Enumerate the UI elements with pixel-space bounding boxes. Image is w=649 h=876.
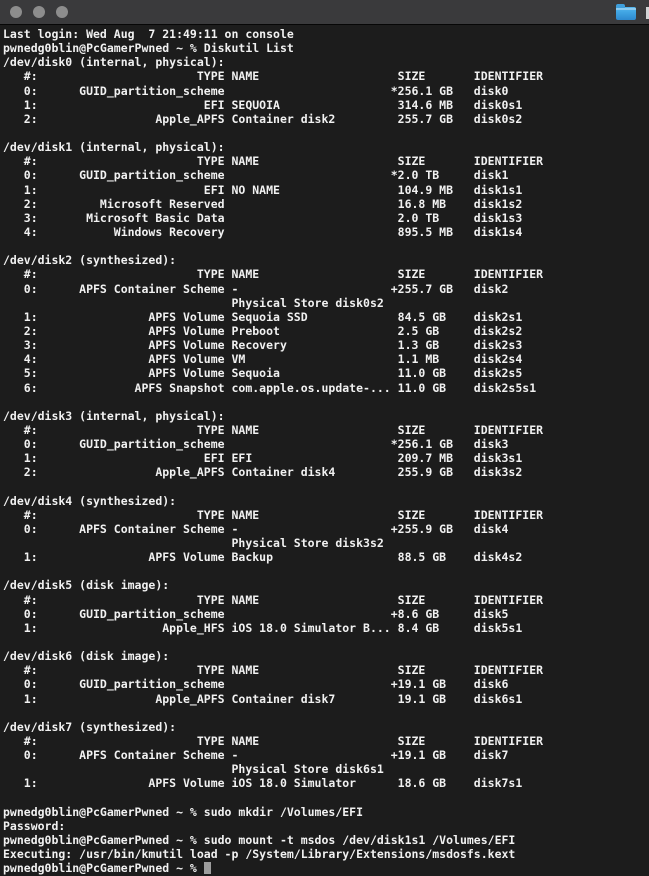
terminal-line: Password: <box>3 818 66 833</box>
terminal-line: /dev/disk2 (synthesized): <box>3 253 177 268</box>
terminal-line: 0: GUID_partition_scheme +19.1 GB disk6 <box>3 677 509 692</box>
terminal-line: 2: Apple_APFS Container disk2 255.7 GB disk0s2 <box>3 111 523 126</box>
terminal-line: 1: EFI NO NAME 104.9 MB disk1s1 <box>3 182 523 197</box>
zoom-button[interactable] <box>56 6 68 18</box>
terminal-line: Executing: /usr/bin/kmutil load -p /System/Library/Extensions/msdosfs.kext <box>3 847 516 862</box>
terminal-line: pwnedg0blin@PcGamerPwned ~ % sudo mount -t msdos /dev/disk1s1 /Volumes/EFI <box>3 833 516 848</box>
terminal-line: Physical Store disk0s2 <box>3 295 384 310</box>
terminal-line: /dev/disk4 (synthesized): <box>3 493 177 508</box>
terminal-line: 1: EFI EFI 209.7 MB disk3s1 <box>3 451 523 466</box>
terminal-line: 6: APFS Snapshot com.apple.os.update-... 11.0 GB disk2s5s1 <box>3 380 537 395</box>
terminal-line: #: TYPE NAME SIZE IDENTIFIER <box>3 734 544 749</box>
terminal-line: 4: APFS Volume VM 1.1 MB disk2s4 <box>3 352 523 367</box>
terminal-line: 0: GUID_partition_scheme *256.1 GB disk0 <box>3 83 509 98</box>
terminal-line: 1: APFS Volume Sequoia SSD 84.5 GB disk2s1 <box>3 309 523 324</box>
terminal-line: 0: APFS Container Scheme - +19.1 GB disk7 <box>3 748 509 763</box>
terminal-line: /dev/disk7 (synthesized): <box>3 719 177 734</box>
terminal-line: 5: APFS Volume Sequoia 11.0 GB disk2s5 <box>3 366 523 381</box>
titlebar[interactable] <box>0 0 649 25</box>
terminal-line: pwnedg0blin@PcGamerPwned ~ % sudo mkdir /Volumes/EFI <box>3 804 364 819</box>
terminal-line: 2: APFS Volume Preboot 2.5 GB disk2s2 <box>3 323 523 338</box>
terminal-line: 1: APFS Volume iOS 18.0 Simulator 18.6 GB disk7s1 <box>3 776 523 791</box>
terminal-line: #: TYPE NAME SIZE IDENTIFIER <box>3 267 544 282</box>
terminal-line: #: TYPE NAME SIZE IDENTIFIER <box>3 592 544 607</box>
terminal-line: #: TYPE NAME SIZE IDENTIFIER <box>3 154 544 169</box>
terminal-line: Last login: Wed Aug 7 21:49:11 on console <box>3 27 294 41</box>
terminal-line: 1: Apple_HFS iOS 18.0 Simulator B... 8.4 GB disk5s1 <box>3 620 523 635</box>
terminal-line: #: TYPE NAME SIZE IDENTIFIER <box>3 663 544 678</box>
terminal-line: /dev/disk5 (disk image): <box>3 578 170 593</box>
terminal-line: #: TYPE NAME SIZE IDENTIFIER <box>3 507 544 522</box>
terminal-line: 0: GUID_partition_scheme *256.1 GB disk3 <box>3 437 509 452</box>
terminal-line: pwnedg0blin@PcGamerPwned ~ % Diskutil List <box>3 41 294 56</box>
terminal-line: 3: APFS Volume Recovery 1.3 GB disk2s3 <box>3 338 523 353</box>
terminal-line: 0: APFS Container Scheme - +255.9 GB disk4 <box>3 521 509 536</box>
folder-icon[interactable] <box>616 7 636 20</box>
terminal-line: #: TYPE NAME SIZE IDENTIFIER <box>3 69 544 84</box>
minimize-button[interactable] <box>33 6 45 18</box>
terminal-line <box>3 480 649 494</box>
terminal-line: 1: APFS Volume Backup 88.5 GB disk4s2 <box>3 550 523 565</box>
terminal-line <box>3 395 649 409</box>
terminal-line: 2: Microsoft Reserved 16.8 MB disk1s2 <box>3 196 523 211</box>
terminal-line <box>3 706 649 720</box>
terminal-lines <box>3 27 649 861</box>
terminal-line: 0: GUID_partition_scheme *2.0 TB disk1 <box>3 168 509 183</box>
terminal-line: /dev/disk1 (internal, physical): <box>3 140 225 155</box>
terminal-line: Physical Store disk3s2 <box>3 536 384 551</box>
text-cursor <box>204 862 211 874</box>
traffic-lights <box>10 6 68 18</box>
terminal-line <box>3 239 649 253</box>
terminal-output[interactable] <box>0 25 649 875</box>
terminal-line: 0: GUID_partition_scheme +8.6 GB disk5 <box>3 606 509 621</box>
prompt-text: pwnedg0blin@PcGamerPwned ~ % <box>3 861 204 876</box>
terminal-line: 3: Microsoft Basic Data 2.0 TB disk1s3 <box>3 210 523 225</box>
terminal-line: #: TYPE NAME SIZE IDENTIFIER <box>3 422 544 437</box>
terminal-line: 4: Windows Recovery 895.5 MB disk1s4 <box>3 224 523 239</box>
terminal-line <box>3 564 649 578</box>
terminal-line: 1: EFI SEQUOIA 314.6 MB disk0s1 <box>3 97 523 112</box>
close-button[interactable] <box>10 6 22 18</box>
terminal-line: 1: Apple_APFS Container disk7 19.1 GB disk6s1 <box>3 691 523 706</box>
command-prompt-line <box>3 861 649 875</box>
terminal-line: Physical Store disk6s1 <box>3 762 384 777</box>
terminal-line <box>3 126 649 140</box>
terminal-line <box>3 791 649 805</box>
terminal-line: /dev/disk0 (internal, physical): <box>3 55 225 70</box>
terminal-line: 0: APFS Container Scheme - +255.7 GB disk2 <box>3 281 509 296</box>
terminal-line: 2: Apple_APFS Container disk4 255.9 GB disk3s2 <box>3 465 523 480</box>
terminal-line <box>3 635 649 649</box>
terminal-line: /dev/disk6 (disk image): <box>3 649 170 664</box>
terminal-line: /dev/disk3 (internal, physical): <box>3 408 225 423</box>
